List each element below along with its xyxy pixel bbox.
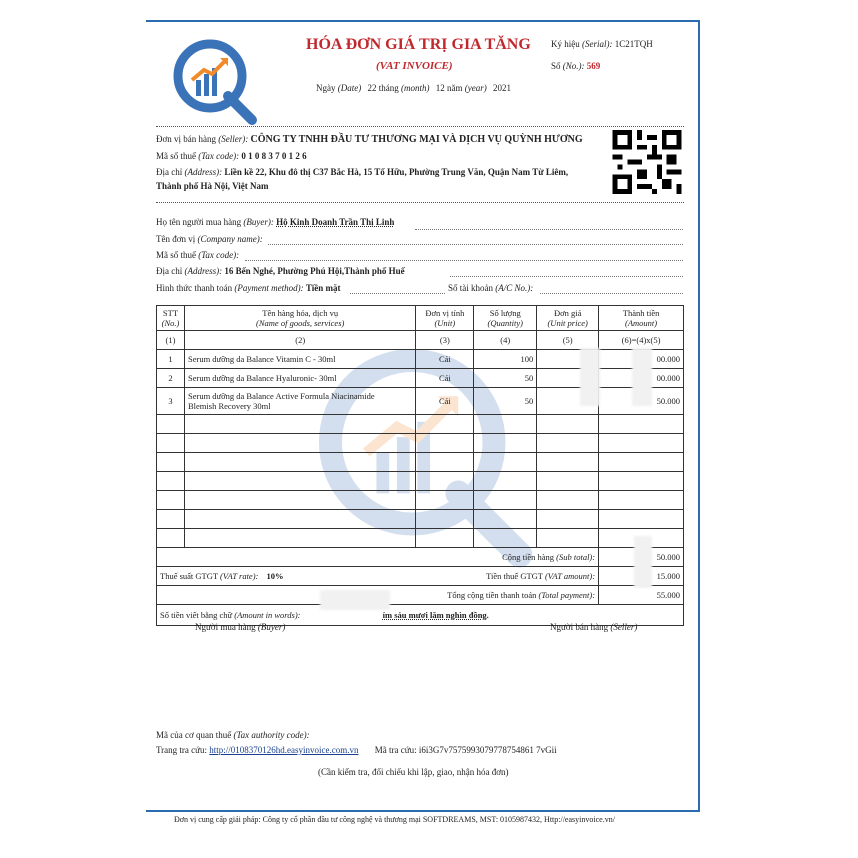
account-number-field: Số tài khoản (A/C No.): <box>448 283 534 293</box>
subtotal-row: Cộng tiền hàng (Sub total): 50.000 <box>157 548 684 567</box>
table-row <box>157 510 684 529</box>
table-row <box>157 472 684 491</box>
company-logo-icon <box>170 36 260 126</box>
amount-in-words-row: Số tiền viết bằng chữ (Amount in words): ím sáu mươi lăm nghìn đồng. <box>157 605 684 626</box>
seller-divider <box>156 202 684 203</box>
items-table <box>156 305 684 626</box>
verification-note: (Cần kiểm tra, đối chiếu khi lập, giao, nhận hóa đơn) <box>318 767 509 777</box>
seller-address-line2: Thành phố Hà Nội, Việt Nam <box>156 181 269 191</box>
header-divider <box>156 126 684 127</box>
table-row: 3 Serum dưỡng da Balance Active Formula Niacinamide Blemish Recovery 30ml Cái 50 50.000 <box>157 388 684 415</box>
buyer-company-field: Tên đơn vị (Company name): <box>156 234 263 244</box>
vat-row: Thuế suất GTGT (VAT rate): 10% Tiền thuế GTGT (VAT amount): 15.000 <box>157 567 684 586</box>
provider-footer: Đơn vị cung cấp giải pháp: Công ty cổ phần đầu tư công nghệ và thương mại SOFTDREAMS, MST: 0105987432, Http://easyinvoice.vn/ <box>174 815 615 824</box>
table-row <box>157 434 684 453</box>
table-row: 1 Serum dưỡng da Balance Vitamin C - 30ml Cái 100 00.000 <box>157 350 684 369</box>
qr-code-icon <box>612 130 682 194</box>
table-row <box>157 453 684 472</box>
buyer-name-field: Họ tên người mua hàng (Buyer): Hộ Kinh Doanh Trần Thị Linh <box>156 217 395 227</box>
buyer-signature-label: Người mua hàng (Buyer) <box>195 622 286 632</box>
invoice-subtitle: (VAT INVOICE) <box>376 60 453 72</box>
redaction-amount <box>632 348 652 406</box>
seller-signature-label: Người bán hàng (Seller) <box>550 622 638 632</box>
seller-name-field: Đơn vị bán hàng (Seller): CÔNG TY TNHH ĐẦU TƯ THƯƠNG MẠI VÀ DỊCH VỤ QUỲNH HƯƠNG <box>156 134 583 145</box>
redaction-totals <box>634 536 652 588</box>
invoice-number-field: Số (No.): 569 <box>551 61 601 71</box>
payment-method-field: Hình thức thanh toán (Payment method): Tiền mặt <box>156 283 341 293</box>
seller-address-field: Địa chỉ (Address): Liền kề 22, Khu đô thị C37 Bắc Hà, 15 Tố Hữu, Phường Trung Văn, Quận Nam Từ Liêm, <box>156 167 569 177</box>
table-header-row: STT (No.) Tên hàng hóa, dịch vụ (Name of goods, services) Đơn vị tính (Unit) Số lượng (Quantity) Đơn giá (Unit price) Thành tiền (Amount) <box>157 306 684 331</box>
invoice-date: Ngày (Date) 22 tháng (month) 12 năm (year) 2021 <box>316 83 511 93</box>
buyer-tax-field: Mã số thuế (Tax code): <box>156 250 240 260</box>
serial-field: Ký hiệu (Serial): 1C21TQH <box>551 39 653 49</box>
total-row: Tổng cộng tiền thanh toán (Total payment): 55.000 <box>157 586 684 605</box>
table-row <box>157 529 684 548</box>
seller-tax-field: Mã số thuế (Tax code): 0 1 0 8 3 7 0 1 2 6 <box>156 151 307 161</box>
lookup-url-link[interactable]: http://0108370126hd.easyinvoice.com.vn <box>209 745 359 755</box>
redaction-words <box>320 590 390 610</box>
tax-authority-code: Mã của cơ quan thuế (Tax authority code): <box>156 730 310 740</box>
buyer-address-field: Địa chỉ (Address): 16 Bến Nghé, Phường Phú Hội,Thành phố Huế <box>156 266 405 276</box>
lookup-line: Trang tra cứu: http://0108370126hd.easyinvoice.com.vn Mã tra cứu: i6i3G7v7575993079778754861 7vGii <box>156 745 557 755</box>
table-row <box>157 415 684 434</box>
table-index-row: (1) (2) (3) (4) (5) (6)=(4)x(5) <box>157 331 684 350</box>
redaction-price <box>580 348 600 406</box>
table-row: 2 Serum dưỡng da Balance Hyaluronic- 30ml Cái 50 00.000 <box>157 369 684 388</box>
table-row <box>157 491 684 510</box>
invoice-title: HÓA ĐƠN GIÁ TRỊ GIA TĂNG <box>306 36 531 53</box>
